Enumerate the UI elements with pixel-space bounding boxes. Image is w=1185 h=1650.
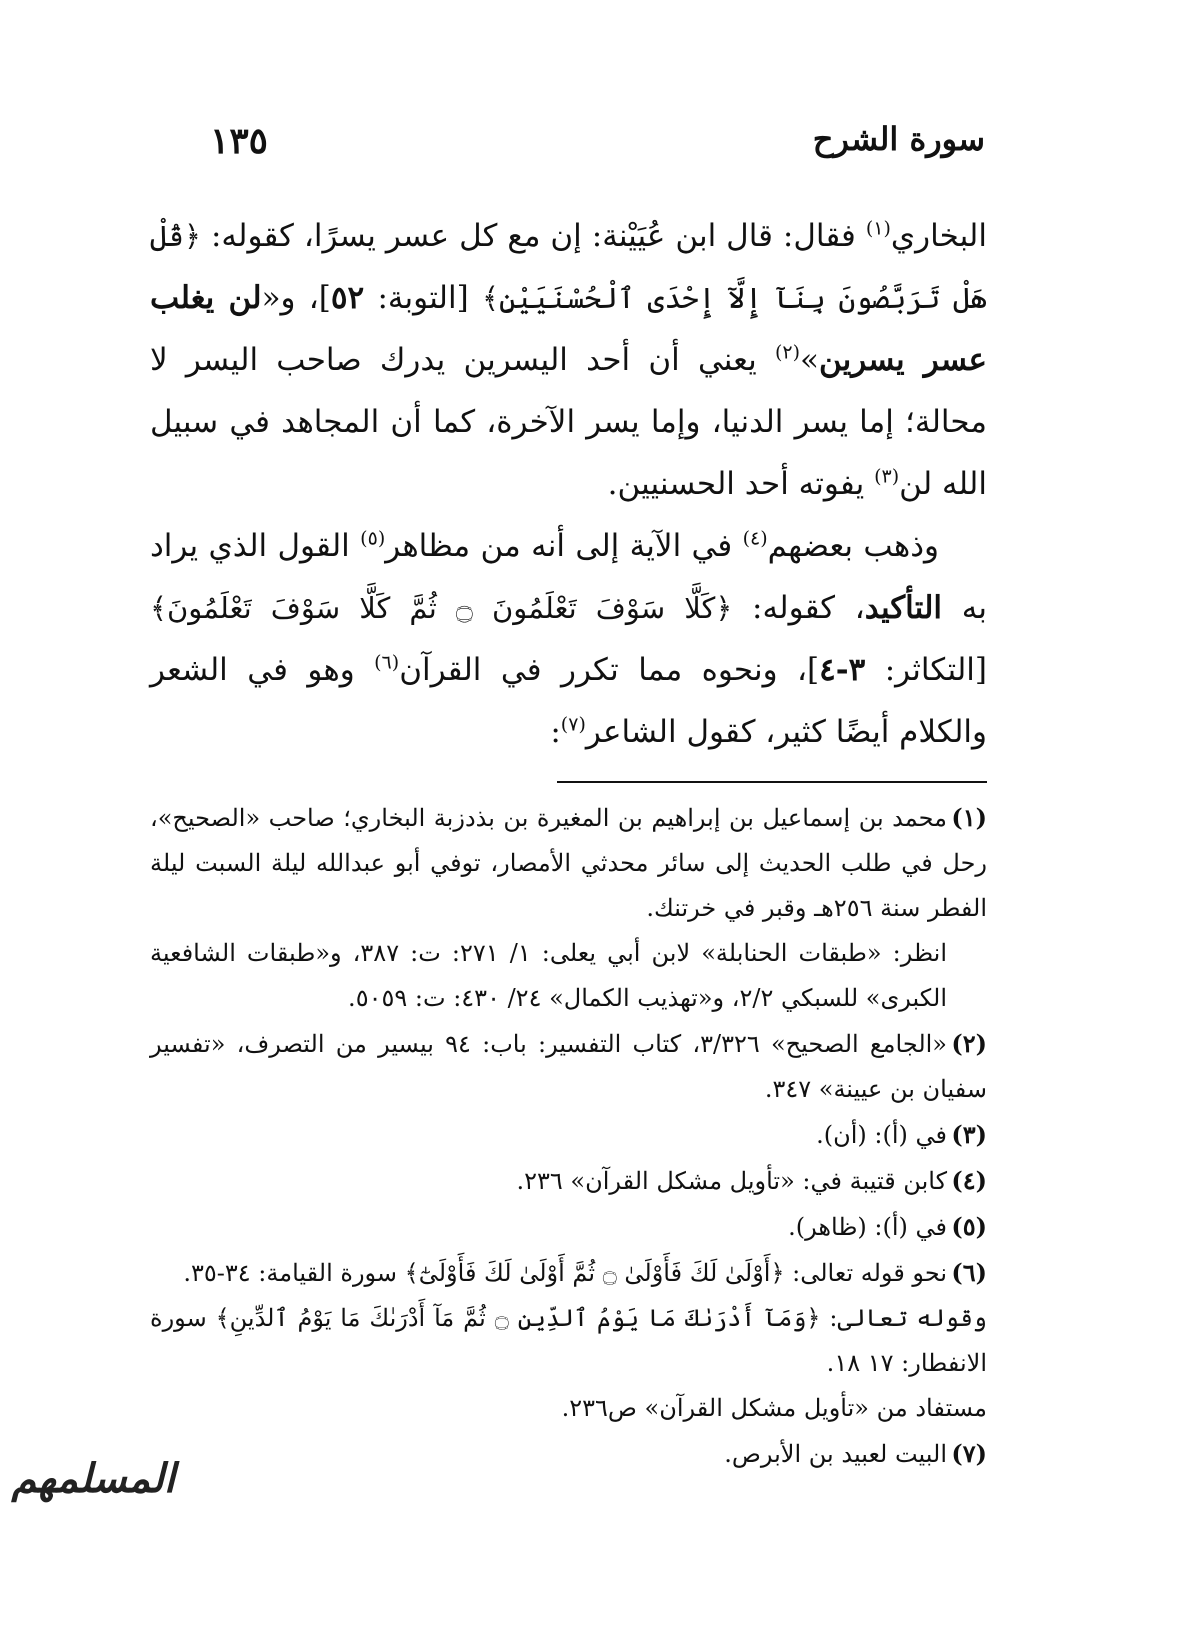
footnote-sub-text: انظر: «طبقات الحنابلة» لابن أبي يعلى: ١/ ٢٧١: ت: ٣٨٧، و«طبقات الشافعية الكبرى» للسبكي ٢/٢، و«تهذيب الكمال» ٢٤/ ٤٣٠: ت: ٥٠٥٩.: [150, 939, 948, 1012]
footnote-ref-2: (٢): [774, 341, 800, 364]
footnote-number: (٤): [951, 1166, 987, 1195]
bold-term: التأكيد: [864, 590, 943, 626]
text-run: البخاري: [890, 218, 987, 254]
footnotes: [150, 795, 987, 1477]
text-run: يفوته أحد الحسنيين.: [607, 466, 875, 502]
text-run: [التكاثر:: [865, 652, 987, 688]
surah-title: سورة الشرح: [812, 120, 985, 158]
footnote-ref-7: (٧): [560, 713, 586, 736]
text-run: يعني أن أحد اليسرين يدرك صاحب اليسر لا محالة؛ إما يسر الدنيا، وإما يسر الآخرة، كما أن المجاهد في سبيل الله لن: [150, 342, 987, 502]
text-run: فقال: قال ابن عُيَيْنة: إن مع كل عسر يسرًا، كقوله:: [200, 218, 866, 254]
paragraph-2: [150, 515, 987, 763]
text-run: »: [800, 342, 819, 378]
text-run: ]، ونحوه مما تكرر في القرآن: [399, 652, 820, 688]
footnote-number: (٢): [951, 1029, 987, 1058]
footnote-text: كابن قتيبة في: «تأويل مشكل القرآن» ٢٣٦.: [516, 1167, 947, 1195]
footnote-text: محمد بن إسماعيل بن إبراهيم بن المغيرة بن بذدزبة البخاري؛ صاحب «الصحيح»، رحل في طلب الحديث إلى سائر محدثي الأمصار، توفي أبو عبدالله ليلة السبت ليلة الفطر سنة ٢٥٦هـ وقبر في خرتنك.: [150, 804, 987, 922]
footnote-ref-5: (٥): [360, 527, 386, 550]
text-run: وهو في الشعر والكلام أيضًا كثير، كقول الشاعر: [150, 652, 987, 750]
footnote-number: (٥): [951, 1212, 987, 1241]
text-run: في الآية إلى أنه من مظاهر: [385, 528, 743, 564]
footnote-1: [150, 795, 987, 1021]
quran-quote: ﴿قُلْ هَلْ تَرَبَّصُونَ بِنَآ إِلَّآ إِحْدَى ٱلْحُسْنَيَيْنِ﴾: [150, 219, 988, 315]
footnote-text: «الجامع الصحيح» ٣/٣٢٦، كتاب التفسير: باب: ٩٤ بيسير من التصرف، «تفسير سفيان بن عيينة» ٣٤٧.: [150, 1030, 987, 1103]
footnote-number: (٧): [951, 1439, 987, 1468]
footnote-sub-text: مستفاد من «تأويل مشكل القرآن» ص٢٣٦.: [561, 1394, 987, 1422]
text-run: ، كقوله:: [732, 590, 865, 626]
footnote-ref-6: (٦): [374, 651, 400, 674]
footnote-7: [150, 1431, 987, 1477]
footnote-divider: [557, 781, 987, 783]
footnote-sub-text: وقوله تعالى: ﴿وَمَآ أَدْرَىٰكَ مَا يَوْمُ ٱلدِّينِ ۝ ثُمَّ مَآ أَدْرَىٰكَ مَا يَوْمُ ٱلدِّينِ﴾ سورة الانفطار: ١٧ ١٨.: [150, 1304, 987, 1377]
footnote-ref-1: (١): [865, 217, 891, 240]
verse-number: ٣-٤: [819, 652, 866, 688]
footnote-ref-3: (٣): [874, 465, 900, 488]
text-run: القول الذي يراد به: [150, 528, 987, 626]
logo-text: المسلمهم: [11, 1455, 175, 1502]
text-run: [التوبة:: [364, 280, 482, 316]
main-text: [150, 205, 987, 763]
footnote-4: [150, 1158, 987, 1204]
text-run: وذهب بعضهم: [767, 528, 939, 564]
footnote-3: [150, 1112, 987, 1158]
publisher-logo: [11, 1455, 175, 1575]
footnote-number: (٦): [951, 1258, 987, 1287]
paragraph-1: [150, 205, 987, 515]
footnote-6: [150, 1250, 987, 1431]
text-run: ]، و«: [261, 280, 331, 316]
footnote-ref-4: (٤): [742, 527, 768, 550]
page-number: ١٣٥: [210, 120, 269, 162]
quran-quote: ﴿كَلَّا سَوْفَ تَعْلَمُونَ ۝ ثُمَّ كَلَّا سَوْفَ تَعْلَمُونَ﴾: [150, 591, 733, 625]
footnote-text: نحو قوله تعالى: ﴿أَوْلَىٰ لَكَ فَأَوْلَىٰ ۝ ثُمَّ أَوْلَىٰ لَكَ فَأَوْلَىٰٓ﴾ سورة القيامة: ٣٤-٣٥.: [183, 1259, 947, 1287]
verse-number: ٥٢: [330, 280, 365, 316]
footnote-text: البيت لعبيد بن الأبرص.: [724, 1440, 947, 1468]
footnote-5: [150, 1204, 987, 1250]
page-header: [210, 120, 985, 170]
footnote-text: في (أ): (ظاهر).: [788, 1213, 947, 1241]
footnote-text: في (أ): (أن).: [816, 1121, 947, 1149]
footnote-2: [150, 1021, 987, 1112]
text-run: :: [550, 714, 561, 750]
footnote-number: (٣): [951, 1120, 987, 1149]
footnote-number: (١): [951, 803, 987, 832]
hadith-quote: لن يغلب عسر يسرين: [150, 280, 987, 378]
